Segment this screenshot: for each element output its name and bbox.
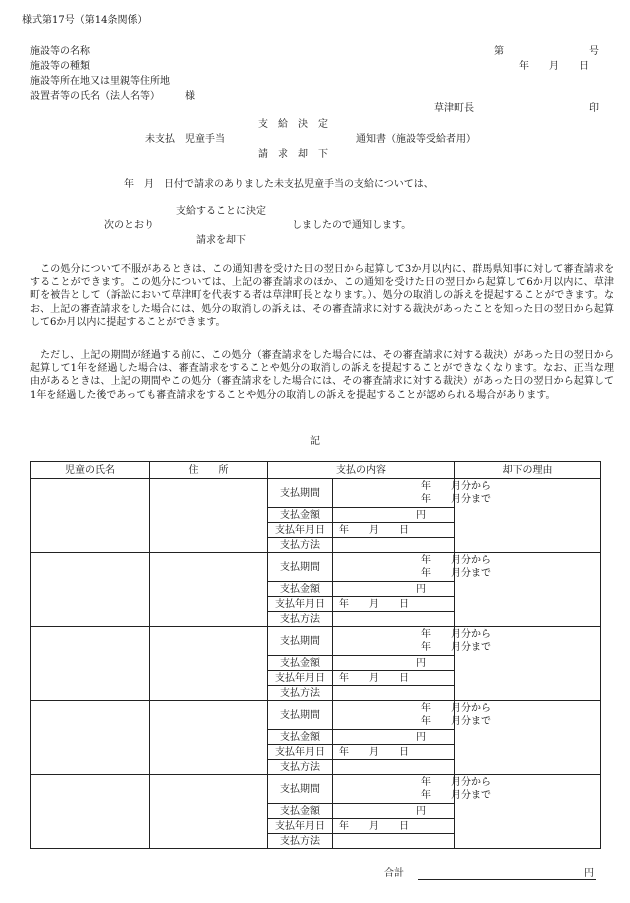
child-name-cell[interactable]	[31, 553, 150, 627]
table-row	[31, 553, 601, 582]
payment-amount-label: 支払金額	[268, 508, 333, 523]
payment-method-label: 支払方法	[268, 538, 333, 553]
title-rejection: 請 求 却 下	[258, 149, 328, 160]
payment-amount-label: 支払金額	[268, 656, 333, 671]
period-from: 年 月分から	[421, 777, 491, 788]
payment-amount-label: 支払金額	[268, 582, 333, 597]
total-amount-line[interactable]	[418, 879, 596, 880]
amount-unit: 円	[416, 805, 426, 817]
founder-name-label: 設置者等の氏名（法人名等） 様	[30, 91, 195, 102]
address-cell[interactable]	[150, 553, 268, 627]
payment-method-cell[interactable]	[333, 538, 455, 553]
payment-period-cell[interactable]	[333, 701, 491, 730]
payment-date-label: 支払年月日	[268, 819, 333, 834]
header-rejection-reason: 却下の理由	[455, 462, 601, 479]
payment-date: 年 月 日	[339, 746, 409, 758]
payment-date-cell[interactable]	[333, 745, 455, 760]
payment-method-cell[interactable]	[333, 612, 455, 627]
period-from: 年 月分から	[421, 629, 491, 640]
intro-option-grant: 支給することに決定	[176, 206, 266, 217]
period-to: 年 月分まで	[421, 568, 491, 579]
period-to: 年 月分まで	[421, 494, 491, 505]
payment-date: 年 月 日	[339, 820, 409, 832]
payment-method-label: 支払方法	[268, 834, 333, 849]
payment-amount-label: 支払金額	[268, 804, 333, 819]
payment-period-cell[interactable]	[333, 479, 491, 508]
child-name-cell[interactable]	[31, 627, 150, 701]
payment-method-label: 支払方法	[268, 686, 333, 701]
payment-date-label: 支払年月日	[268, 523, 333, 538]
amount-unit: 円	[416, 509, 426, 521]
intro-option-reject: 請求を却下	[196, 235, 246, 246]
total-label: 合計	[384, 868, 404, 879]
table-row	[31, 701, 601, 730]
table-row	[31, 775, 601, 804]
payment-amount-cell[interactable]	[333, 656, 455, 671]
period-to: 年 月分まで	[421, 790, 491, 801]
facility-type-label: 施設等の種類	[30, 61, 90, 72]
total-unit: 円	[584, 868, 594, 879]
payment-period-cell[interactable]	[333, 775, 491, 804]
payment-date-cell[interactable]	[333, 523, 455, 538]
table-row	[31, 627, 601, 656]
payment-period-label: 支払期間	[268, 627, 333, 656]
payment-method-cell[interactable]	[333, 686, 455, 701]
child-name-cell[interactable]	[31, 775, 150, 849]
payment-period-cell[interactable]	[333, 627, 491, 656]
intro-prefix: 次のとおり	[104, 220, 154, 231]
address-cell[interactable]	[150, 627, 268, 701]
period-from: 年 月分から	[421, 481, 491, 492]
payment-amount-cell[interactable]	[333, 804, 455, 819]
notice-paragraph-1: この処分について不服があるときは、この通知書を受けた日の翌日から起算して3か月以内に、群馬県知事に対して審査請求をすることができます。この処分については、上記の審査請求のほか、この通知を受けた日の翌日から起算して6か月以内に、草津町を被告として（訴訟において草津町を代表する者は草津町長となります。）、処分の取消しの訴えを提起することができます。なお、上記の審査請求をした場合には、処分の取消しの訴えは、その審査請求に対する裁決があったことを知った日の翌日から起算して6か月以内に提起することができます。	[30, 264, 614, 328]
payment-amount-cell[interactable]	[333, 582, 455, 597]
payment-date: 年 月 日	[339, 672, 409, 684]
facility-address-label: 施設等所在地又は里親等住所地	[30, 76, 170, 87]
form-number: 様式第17号（第14条関係）	[22, 15, 148, 26]
title-notice-type: 通知書（施設等受給者用）	[356, 134, 476, 145]
address-cell[interactable]	[150, 701, 268, 775]
amount-unit: 円	[416, 657, 426, 669]
payment-date: 年 月 日	[339, 598, 409, 610]
payment-period-label: 支払期間	[268, 479, 333, 508]
payment-date: 年 月 日	[339, 524, 409, 536]
child-name-cell[interactable]	[31, 701, 150, 775]
payment-date-cell[interactable]	[333, 671, 455, 686]
table-row	[31, 479, 601, 508]
facility-name-label: 施設等の名称	[30, 46, 90, 57]
payment-date-cell[interactable]	[333, 819, 455, 834]
payment-amount-label: 支払金額	[268, 730, 333, 745]
title-decision: 支 給 決 定	[258, 119, 328, 130]
child-name-cell[interactable]	[31, 479, 150, 553]
notice-paragraph-2: ただし、上記の期間が経過する前に、この処分（審査請求をした場合には、その審査請求に対する裁決）があった日の翌日から起算して1年を経過した場合は、審査請求をすることや処分の取消しの訴えを提起することができなくなります。なお、正当な理由があるときは、上記の期間やこの処分（審査請求をした場合には、その審査請求に対する裁決）があった日の翌日から起算して1年を経過した後であっても審査請求をすることや処分の取消しの訴えを提起することが認められる場合があります。	[30, 350, 614, 401]
payment-period-cell[interactable]	[333, 553, 491, 582]
period-to: 年 月分まで	[421, 642, 491, 653]
payment-amount-cell[interactable]	[333, 730, 455, 745]
header-child-name: 児童の氏名	[31, 462, 150, 479]
payment-period-label: 支払期間	[268, 701, 333, 730]
document-number-prefix: 第	[494, 46, 504, 57]
amount-unit: 円	[416, 583, 426, 595]
address-cell[interactable]	[150, 775, 268, 849]
payment-date-label: 支払年月日	[268, 671, 333, 686]
payment-amount-cell[interactable]	[333, 508, 455, 523]
header-payment-details: 支払の内容	[268, 462, 455, 479]
payment-date-label: 支払年月日	[268, 597, 333, 612]
payment-method-label: 支払方法	[268, 760, 333, 775]
payment-method-label: 支払方法	[268, 612, 333, 627]
payment-table	[30, 461, 601, 849]
payment-date-cell[interactable]	[333, 597, 455, 612]
seal-mark: 印	[589, 103, 599, 114]
payment-method-cell[interactable]	[333, 834, 455, 849]
ki-mark: 記	[310, 436, 320, 447]
header-address: 住 所	[150, 462, 268, 479]
title-subject: 未支払 児童手当	[145, 134, 225, 145]
issue-date: 年 月 日	[519, 61, 589, 72]
document-number-suffix: 号	[589, 46, 599, 57]
payment-date-label: 支払年月日	[268, 745, 333, 760]
intro-suffix: しましたので通知します。	[292, 220, 412, 231]
payment-period-label: 支払期間	[268, 553, 333, 582]
period-from: 年 月分から	[421, 703, 491, 714]
period-to: 年 月分まで	[421, 716, 491, 727]
amount-unit: 円	[416, 731, 426, 743]
payment-period-label: 支払期間	[268, 775, 333, 804]
payment-method-cell[interactable]	[333, 760, 455, 775]
issuer-name: 草津町長	[434, 103, 474, 114]
address-cell[interactable]	[150, 479, 268, 553]
table-header-row	[31, 462, 601, 479]
intro-line: 年 月 日付で請求のありました未支払児童手当の支給については、	[124, 179, 434, 190]
period-from: 年 月分から	[421, 555, 491, 566]
